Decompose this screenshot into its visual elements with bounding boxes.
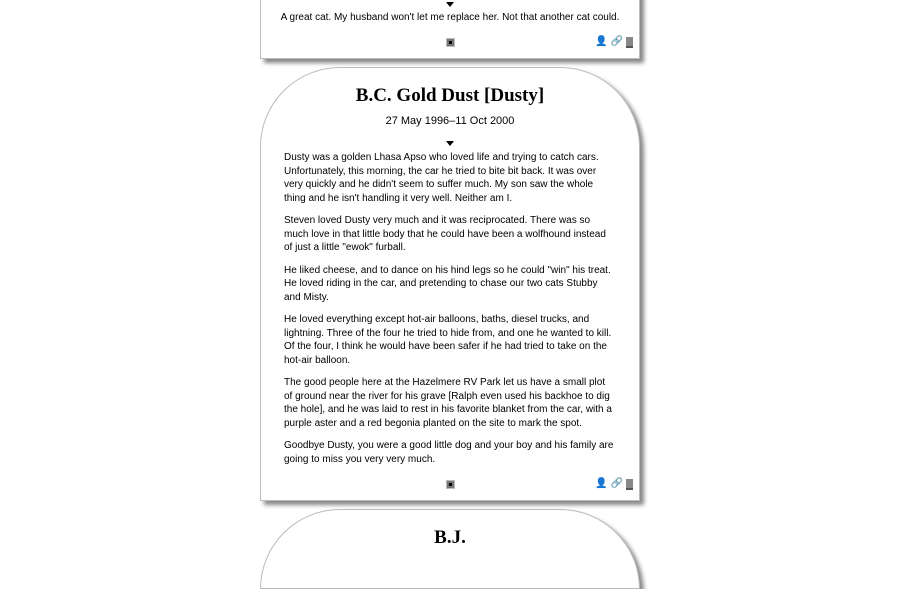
next-memorial-card <box>260 509 640 589</box>
guestbook-icon[interactable] <box>626 479 633 490</box>
expand-toggle-icon[interactable] <box>446 2 454 7</box>
paragraph: Goodbye Dusty, you were a good little dog and your boy and his family are going to miss you very very much. <box>284 440 614 465</box>
paragraph: The good people here at the Hazelmere RV Park let us have a small plot of ground near the river for his grave [Ralph even used his backhoe to dig the hole], and he was laid to rest in his favorite blanket from the car, with a purple aster and a red begonia planted on the site to mark the spot. <box>284 377 612 429</box>
candle-icon[interactable] <box>446 480 455 489</box>
memorial-card <box>260 67 640 501</box>
paragraph: He liked cheese, and to dance on his hind legs so he could "win" his treat. He loved riding in the car, and pretending to chase our two cats Stubby and Misty. <box>284 264 611 303</box>
memorial-text: A great cat. My husband won't let me replace her. Not that another cat could. <box>280 12 620 23</box>
memorial-text <box>261 151 639 466</box>
guestbook-icon[interactable] <box>626 37 633 48</box>
link-icon[interactable]: 🔗 <box>610 36 623 47</box>
link-icon[interactable]: 🔗 <box>610 478 623 489</box>
pet-name: B.J. <box>434 527 466 548</box>
user-icon[interactable]: 👤 <box>595 36 608 47</box>
paragraph: Dusty was a golden Lhasa Apso who loved life and trying to catch cars. Unfortunately, this morning, the car he tried to bite bit back. It was over very quickly and he didn't seem to suffer much. My son saw the whole thing and he isn't handling it very well. Neither am I. <box>284 152 599 204</box>
candle-icon[interactable] <box>446 38 455 47</box>
memorial-list <box>260 0 640 589</box>
paragraph: Steven loved Dusty very much and it was reciprocated. There was so much love in that little body that he could have been a wolfhound instead of just a little "ewok" furball. <box>284 215 606 253</box>
user-icon[interactable]: 👤 <box>595 478 608 489</box>
collapse-toggle-icon[interactable] <box>446 141 454 146</box>
pet-dates: 27 May 1996–11 Oct 2000 <box>385 115 515 127</box>
pet-name: B.C. Gold Dust [Dusty] <box>355 85 545 106</box>
paragraph: He loved everything except hot-air balloons, baths, diesel trucks, and lightning. Three of the four he tried to hide from, and one he wanted to kill. Of the four, I think he would have been safer if he had tried to take on the hot-air balloon. <box>284 314 612 366</box>
previous-memorial-card <box>260 0 640 59</box>
